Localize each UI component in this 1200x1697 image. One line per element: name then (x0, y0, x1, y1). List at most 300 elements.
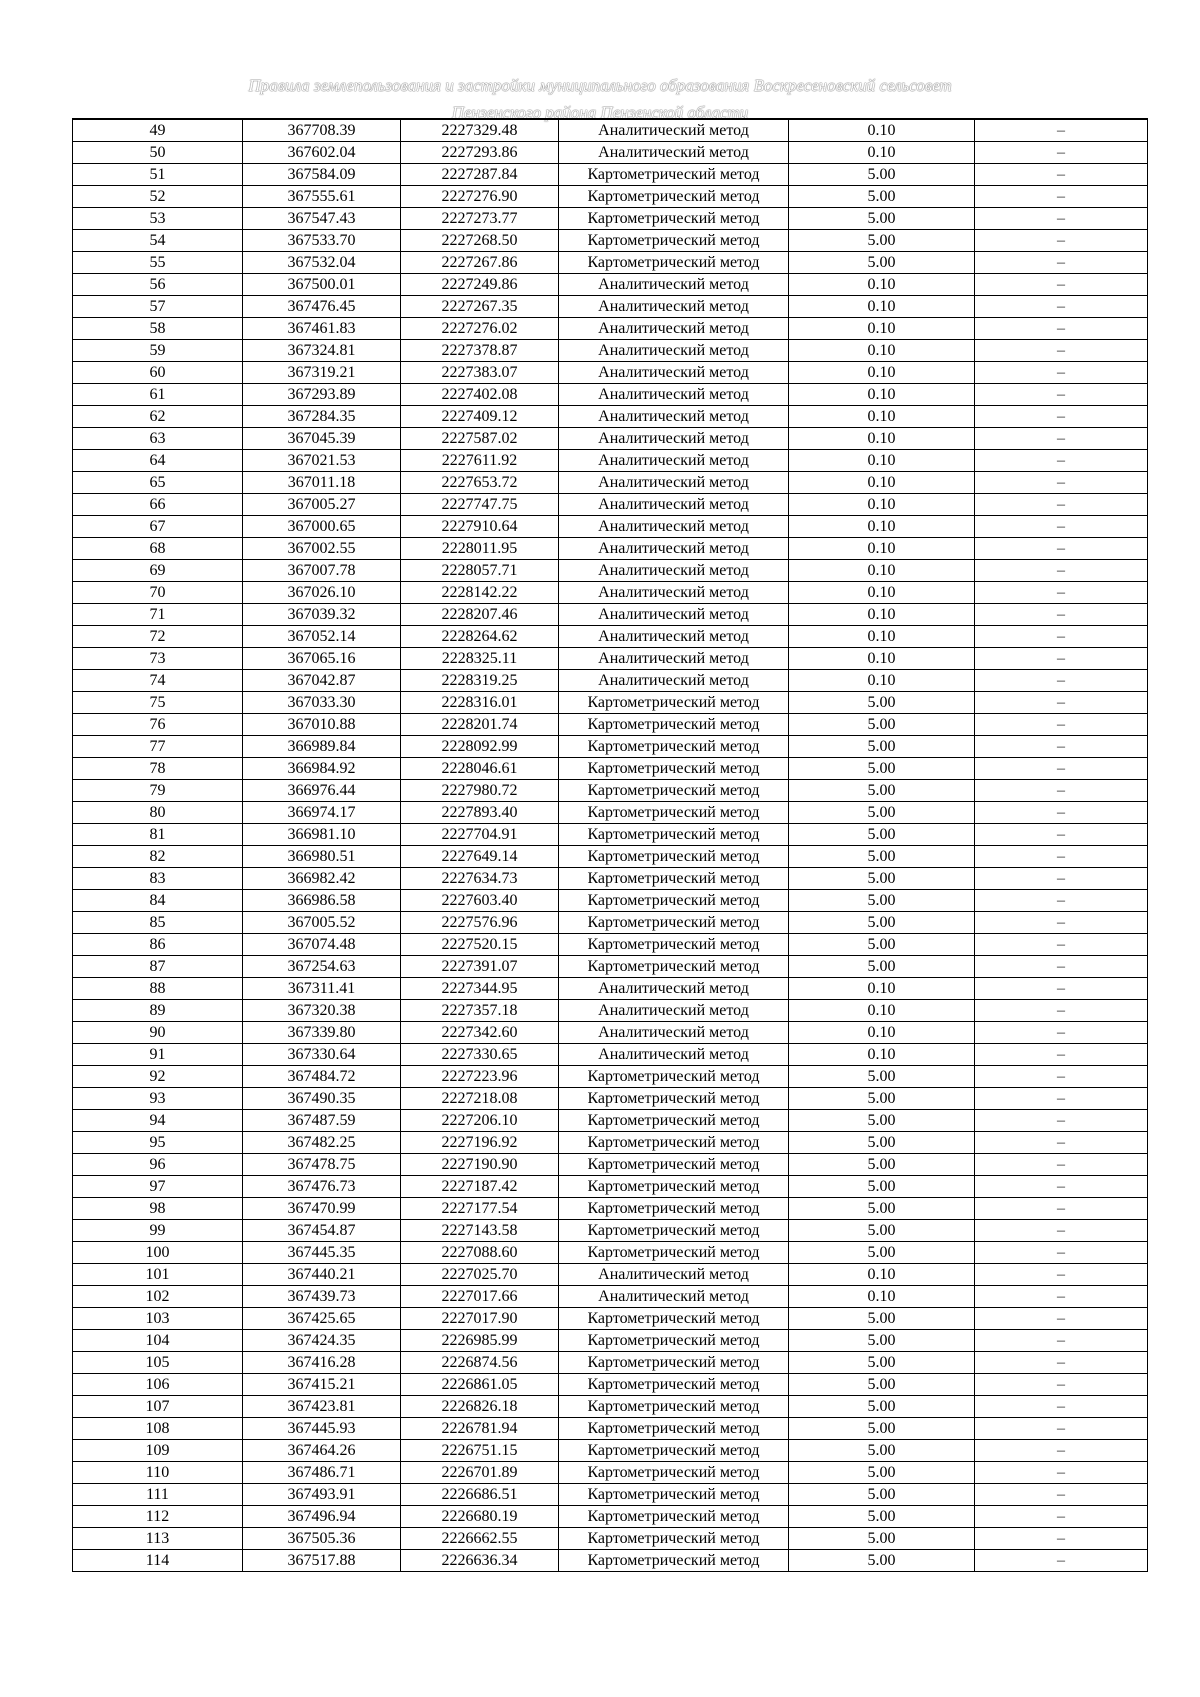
accuracy-cell: 0.10 (789, 362, 975, 384)
point-number-cell: 64 (73, 450, 243, 472)
accuracy-cell: 0.10 (789, 428, 975, 450)
accuracy-cell: 0.10 (789, 648, 975, 670)
note-cell: – (975, 274, 1148, 296)
point-number-cell: 71 (73, 604, 243, 626)
table-row (73, 296, 1148, 318)
table-row (73, 142, 1148, 164)
x-coordinate-cell: 367547.43 (243, 208, 401, 230)
x-coordinate-cell: 367000.65 (243, 516, 401, 538)
point-number-cell: 60 (73, 362, 243, 384)
accuracy-cell: 0.10 (789, 670, 975, 692)
table-row (73, 1528, 1148, 1550)
point-number-cell: 49 (73, 119, 243, 142)
point-number-cell: 78 (73, 758, 243, 780)
accuracy-cell: 0.10 (789, 1286, 975, 1308)
note-cell: – (975, 978, 1148, 1000)
y-coordinate-cell: 2227653.72 (401, 472, 559, 494)
note-cell: – (975, 868, 1148, 890)
table-row (73, 538, 1148, 560)
point-number-cell: 103 (73, 1308, 243, 1330)
accuracy-cell: 5.00 (789, 934, 975, 956)
table-row (73, 1242, 1148, 1264)
method-cell: Картометрический метод (559, 824, 789, 846)
x-coordinate-cell: 367461.83 (243, 318, 401, 340)
method-cell: Картометрический метод (559, 1176, 789, 1198)
x-coordinate-cell: 367330.64 (243, 1044, 401, 1066)
accuracy-cell: 5.00 (789, 1396, 975, 1418)
accuracy-cell: 5.00 (789, 1176, 975, 1198)
x-coordinate-cell: 367007.78 (243, 560, 401, 582)
note-cell: – (975, 846, 1148, 868)
table-row (73, 714, 1148, 736)
y-coordinate-cell: 2226826.18 (401, 1396, 559, 1418)
x-coordinate-cell: 367065.16 (243, 648, 401, 670)
point-number-cell: 84 (73, 890, 243, 912)
table-row (73, 1154, 1148, 1176)
point-number-cell: 65 (73, 472, 243, 494)
accuracy-cell: 0.10 (789, 626, 975, 648)
note-cell: – (975, 406, 1148, 428)
method-cell: Аналитический метод (559, 142, 789, 164)
x-coordinate-cell: 367425.65 (243, 1308, 401, 1330)
method-cell: Картометрический метод (559, 1418, 789, 1440)
table-row (73, 362, 1148, 384)
method-cell: Аналитический метод (559, 472, 789, 494)
accuracy-cell: 5.00 (789, 1308, 975, 1330)
y-coordinate-cell: 2227206.10 (401, 1110, 559, 1132)
accuracy-cell: 0.10 (789, 1000, 975, 1022)
y-coordinate-cell: 2227177.54 (401, 1198, 559, 1220)
method-cell: Аналитический метод (559, 1044, 789, 1066)
y-coordinate-cell: 2227611.92 (401, 450, 559, 472)
y-coordinate-cell: 2227329.48 (401, 119, 559, 142)
x-coordinate-cell: 367002.55 (243, 538, 401, 560)
note-cell: – (975, 340, 1148, 362)
point-number-cell: 53 (73, 208, 243, 230)
method-cell: Аналитический метод (559, 560, 789, 582)
accuracy-cell: 0.10 (789, 450, 975, 472)
table-row (73, 1176, 1148, 1198)
x-coordinate-cell: 367042.87 (243, 670, 401, 692)
accuracy-cell: 5.00 (789, 956, 975, 978)
method-cell: Картометрический метод (559, 780, 789, 802)
y-coordinate-cell: 2226751.15 (401, 1440, 559, 1462)
x-coordinate-cell: 367500.01 (243, 274, 401, 296)
table-row (73, 1044, 1148, 1066)
point-number-cell: 59 (73, 340, 243, 362)
x-coordinate-cell: 367445.35 (243, 1242, 401, 1264)
table-row (73, 1330, 1148, 1352)
y-coordinate-cell: 2228201.74 (401, 714, 559, 736)
method-cell: Аналитический метод (559, 516, 789, 538)
x-coordinate-cell: 367487.59 (243, 1110, 401, 1132)
accuracy-cell: 0.10 (789, 978, 975, 1000)
y-coordinate-cell: 2227402.08 (401, 384, 559, 406)
method-cell: Аналитический метод (559, 318, 789, 340)
note-cell: – (975, 780, 1148, 802)
accuracy-cell: 5.00 (789, 230, 975, 252)
accuracy-cell: 0.10 (789, 318, 975, 340)
note-cell: – (975, 1198, 1148, 1220)
point-number-cell: 113 (73, 1528, 243, 1550)
y-coordinate-cell: 2227268.50 (401, 230, 559, 252)
method-cell: Картометрический метод (559, 1088, 789, 1110)
method-cell: Картометрический метод (559, 1330, 789, 1352)
method-cell: Картометрический метод (559, 1242, 789, 1264)
note-cell: – (975, 1220, 1148, 1242)
accuracy-cell: 5.00 (789, 802, 975, 824)
note-cell: – (975, 1132, 1148, 1154)
table-row (73, 119, 1148, 142)
point-number-cell: 63 (73, 428, 243, 450)
x-coordinate-cell: 367584.09 (243, 164, 401, 186)
point-number-cell: 101 (73, 1264, 243, 1286)
table-row (73, 1220, 1148, 1242)
y-coordinate-cell: 2226636.34 (401, 1550, 559, 1572)
y-coordinate-cell: 2228264.62 (401, 626, 559, 648)
x-coordinate-cell: 367033.30 (243, 692, 401, 714)
table-row (73, 428, 1148, 450)
note-cell: – (975, 142, 1148, 164)
method-cell: Аналитический метод (559, 406, 789, 428)
x-coordinate-cell: 366980.51 (243, 846, 401, 868)
point-number-cell: 99 (73, 1220, 243, 1242)
note-cell: – (975, 692, 1148, 714)
x-coordinate-cell: 367010.88 (243, 714, 401, 736)
note-cell: – (975, 208, 1148, 230)
y-coordinate-cell: 2226686.51 (401, 1484, 559, 1506)
table-row (73, 1484, 1148, 1506)
accuracy-cell: 0.10 (789, 1264, 975, 1286)
accuracy-cell: 0.10 (789, 582, 975, 604)
header-line-1: Правила землепользования и застройки муниципального образования Воскресеновский сельсовет (248, 76, 952, 95)
y-coordinate-cell: 2228319.25 (401, 670, 559, 692)
point-number-cell: 107 (73, 1396, 243, 1418)
accuracy-cell: 5.00 (789, 1440, 975, 1462)
x-coordinate-cell: 367424.35 (243, 1330, 401, 1352)
accuracy-cell: 5.00 (789, 208, 975, 230)
y-coordinate-cell: 2226874.56 (401, 1352, 559, 1374)
note-cell: – (975, 890, 1148, 912)
note-cell: – (975, 1286, 1148, 1308)
point-number-cell: 111 (73, 1484, 243, 1506)
point-number-cell: 54 (73, 230, 243, 252)
point-number-cell: 68 (73, 538, 243, 560)
point-number-cell: 96 (73, 1154, 243, 1176)
note-cell: – (975, 252, 1148, 274)
note-cell: – (975, 362, 1148, 384)
note-cell: – (975, 1110, 1148, 1132)
y-coordinate-cell: 2227409.12 (401, 406, 559, 428)
point-number-cell: 62 (73, 406, 243, 428)
method-cell: Картометрический метод (559, 1308, 789, 1330)
y-coordinate-cell: 2227267.86 (401, 252, 559, 274)
accuracy-cell: 5.00 (789, 252, 975, 274)
x-coordinate-cell: 367415.21 (243, 1374, 401, 1396)
point-number-cell: 108 (73, 1418, 243, 1440)
table-row (73, 1506, 1148, 1528)
note-cell: – (975, 450, 1148, 472)
y-coordinate-cell: 2227893.40 (401, 802, 559, 824)
method-cell: Картометрический метод (559, 1550, 789, 1572)
x-coordinate-cell: 367517.88 (243, 1550, 401, 1572)
table-row (73, 1088, 1148, 1110)
table-row (73, 846, 1148, 868)
y-coordinate-cell: 2227980.72 (401, 780, 559, 802)
point-number-cell: 58 (73, 318, 243, 340)
table-row (73, 670, 1148, 692)
note-cell: – (975, 802, 1148, 824)
note-cell: – (975, 494, 1148, 516)
y-coordinate-cell: 2227747.75 (401, 494, 559, 516)
x-coordinate-cell: 367284.35 (243, 406, 401, 428)
y-coordinate-cell: 2227196.92 (401, 1132, 559, 1154)
method-cell: Картометрический метод (559, 1462, 789, 1484)
method-cell: Картометрический метод (559, 1198, 789, 1220)
y-coordinate-cell: 2227190.90 (401, 1154, 559, 1176)
x-coordinate-cell: 367476.45 (243, 296, 401, 318)
point-number-cell: 112 (73, 1506, 243, 1528)
table-row (73, 582, 1148, 604)
table-row (73, 736, 1148, 758)
x-coordinate-cell: 367005.52 (243, 912, 401, 934)
x-coordinate-cell: 367039.32 (243, 604, 401, 626)
y-coordinate-cell: 2227276.90 (401, 186, 559, 208)
table-row (73, 1374, 1148, 1396)
method-cell: Аналитический метод (559, 1022, 789, 1044)
y-coordinate-cell: 2227293.86 (401, 142, 559, 164)
method-cell: Аналитический метод (559, 384, 789, 406)
table-row (73, 1066, 1148, 1088)
point-number-cell: 106 (73, 1374, 243, 1396)
note-cell: – (975, 1044, 1148, 1066)
table-row (73, 1286, 1148, 1308)
note-cell: – (975, 119, 1148, 142)
table-row (73, 384, 1148, 406)
method-cell: Аналитический метод (559, 340, 789, 362)
note-cell: – (975, 1330, 1148, 1352)
x-coordinate-cell: 367478.75 (243, 1154, 401, 1176)
table-row (73, 186, 1148, 208)
accuracy-cell: 5.00 (789, 890, 975, 912)
x-coordinate-cell: 367026.10 (243, 582, 401, 604)
accuracy-cell: 0.10 (789, 296, 975, 318)
note-cell: – (975, 582, 1148, 604)
note-cell: – (975, 516, 1148, 538)
method-cell: Картометрический метод (559, 208, 789, 230)
note-cell: – (975, 186, 1148, 208)
y-coordinate-cell: 2227143.58 (401, 1220, 559, 1242)
accuracy-cell: 5.00 (789, 758, 975, 780)
x-coordinate-cell: 367464.26 (243, 1440, 401, 1462)
note-cell: – (975, 1506, 1148, 1528)
x-coordinate-cell: 367476.73 (243, 1176, 401, 1198)
table-row (73, 692, 1148, 714)
point-number-cell: 56 (73, 274, 243, 296)
table-row (73, 1462, 1148, 1484)
point-number-cell: 102 (73, 1286, 243, 1308)
method-cell: Аналитический метод (559, 648, 789, 670)
method-cell: Аналитический метод (559, 450, 789, 472)
point-number-cell: 93 (73, 1088, 243, 1110)
accuracy-cell: 5.00 (789, 846, 975, 868)
accuracy-cell: 5.00 (789, 736, 975, 758)
y-coordinate-cell: 2227378.87 (401, 340, 559, 362)
table-row (73, 604, 1148, 626)
accuracy-cell: 0.10 (789, 604, 975, 626)
y-coordinate-cell: 2227273.77 (401, 208, 559, 230)
note-cell: – (975, 1396, 1148, 1418)
note-cell: – (975, 626, 1148, 648)
method-cell: Картометрический метод (559, 1374, 789, 1396)
x-coordinate-cell: 367416.28 (243, 1352, 401, 1374)
method-cell: Картометрический метод (559, 1220, 789, 1242)
point-number-cell: 67 (73, 516, 243, 538)
y-coordinate-cell: 2226985.99 (401, 1330, 559, 1352)
method-cell: Картометрический метод (559, 186, 789, 208)
x-coordinate-cell: 367454.87 (243, 1220, 401, 1242)
note-cell: – (975, 604, 1148, 626)
note-cell: – (975, 1462, 1148, 1484)
x-coordinate-cell: 367493.91 (243, 1484, 401, 1506)
note-cell: – (975, 1308, 1148, 1330)
method-cell: Картометрический метод (559, 1440, 789, 1462)
point-number-cell: 75 (73, 692, 243, 714)
table-row (73, 648, 1148, 670)
method-cell: Картометрический метод (559, 846, 789, 868)
note-cell: – (975, 1088, 1148, 1110)
table-row (73, 1550, 1148, 1572)
table-row (73, 252, 1148, 274)
method-cell: Аналитический метод (559, 362, 789, 384)
x-coordinate-cell: 367423.81 (243, 1396, 401, 1418)
method-cell: Аналитический метод (559, 604, 789, 626)
y-coordinate-cell: 2228011.95 (401, 538, 559, 560)
accuracy-cell: 5.00 (789, 714, 975, 736)
method-cell: Картометрический метод (559, 1484, 789, 1506)
method-cell: Картометрический метод (559, 934, 789, 956)
point-number-cell: 109 (73, 1440, 243, 1462)
y-coordinate-cell: 2227287.84 (401, 164, 559, 186)
point-number-cell: 105 (73, 1352, 243, 1374)
x-coordinate-cell: 367052.14 (243, 626, 401, 648)
table-row (73, 758, 1148, 780)
table-row (73, 956, 1148, 978)
y-coordinate-cell: 2227017.90 (401, 1308, 559, 1330)
accuracy-cell: 5.00 (789, 1528, 975, 1550)
note-cell: – (975, 164, 1148, 186)
accuracy-cell: 5.00 (789, 1088, 975, 1110)
x-coordinate-cell: 366974.17 (243, 802, 401, 824)
method-cell: Аналитический метод (559, 274, 789, 296)
method-cell: Аналитический метод (559, 1000, 789, 1022)
accuracy-cell: 0.10 (789, 538, 975, 560)
point-number-cell: 95 (73, 1132, 243, 1154)
x-coordinate-cell: 366976.44 (243, 780, 401, 802)
y-coordinate-cell: 2227391.07 (401, 956, 559, 978)
accuracy-cell: 0.10 (789, 472, 975, 494)
table-row (73, 274, 1148, 296)
accuracy-cell: 5.00 (789, 912, 975, 934)
x-coordinate-cell: 367339.80 (243, 1022, 401, 1044)
method-cell: Аналитический метод (559, 538, 789, 560)
x-coordinate-cell: 367439.73 (243, 1286, 401, 1308)
note-cell: – (975, 1176, 1148, 1198)
point-number-cell: 114 (73, 1550, 243, 1572)
y-coordinate-cell: 2227603.40 (401, 890, 559, 912)
method-cell: Картометрический метод (559, 252, 789, 274)
point-number-cell: 110 (73, 1462, 243, 1484)
method-cell: Картометрический метод (559, 1528, 789, 1550)
table-row (73, 1198, 1148, 1220)
y-coordinate-cell: 2228316.01 (401, 692, 559, 714)
y-coordinate-cell: 2228092.99 (401, 736, 559, 758)
x-coordinate-cell: 367440.21 (243, 1264, 401, 1286)
point-number-cell: 85 (73, 912, 243, 934)
note-cell: – (975, 648, 1148, 670)
x-coordinate-cell: 366986.58 (243, 890, 401, 912)
point-number-cell: 74 (73, 670, 243, 692)
y-coordinate-cell: 2226781.94 (401, 1418, 559, 1440)
table-row (73, 230, 1148, 252)
y-coordinate-cell: 2227223.96 (401, 1066, 559, 1088)
point-number-cell: 79 (73, 780, 243, 802)
method-cell: Аналитический метод (559, 1264, 789, 1286)
x-coordinate-cell: 367011.18 (243, 472, 401, 494)
x-coordinate-cell: 367532.04 (243, 252, 401, 274)
table-row (73, 1264, 1148, 1286)
x-coordinate-cell: 367324.81 (243, 340, 401, 362)
method-cell: Картометрический метод (559, 890, 789, 912)
y-coordinate-cell: 2227330.65 (401, 1044, 559, 1066)
table-row (73, 802, 1148, 824)
point-number-cell: 50 (73, 142, 243, 164)
y-coordinate-cell: 2226861.05 (401, 1374, 559, 1396)
y-coordinate-cell: 2226662.55 (401, 1528, 559, 1550)
method-cell: Картометрический метод (559, 1352, 789, 1374)
accuracy-cell: 5.00 (789, 1110, 975, 1132)
note-cell: – (975, 538, 1148, 560)
point-number-cell: 81 (73, 824, 243, 846)
x-coordinate-cell: 366981.10 (243, 824, 401, 846)
table-row (73, 1352, 1148, 1374)
point-number-cell: 90 (73, 1022, 243, 1044)
x-coordinate-cell: 367470.99 (243, 1198, 401, 1220)
accuracy-cell: 5.00 (789, 868, 975, 890)
method-cell: Аналитический метод (559, 119, 789, 142)
x-coordinate-cell: 367490.35 (243, 1088, 401, 1110)
note-cell: – (975, 318, 1148, 340)
coordinates-table-body (73, 119, 1148, 1572)
method-cell: Картометрический метод (559, 1132, 789, 1154)
note-cell: – (975, 934, 1148, 956)
note-cell: – (975, 1352, 1148, 1374)
table-row (73, 780, 1148, 802)
y-coordinate-cell: 2228142.22 (401, 582, 559, 604)
y-coordinate-cell: 2227187.42 (401, 1176, 559, 1198)
table-row (73, 626, 1148, 648)
y-coordinate-cell: 2228057.71 (401, 560, 559, 582)
table-row (73, 164, 1148, 186)
x-coordinate-cell: 367320.38 (243, 1000, 401, 1022)
x-coordinate-cell: 366984.92 (243, 758, 401, 780)
x-coordinate-cell: 366982.42 (243, 868, 401, 890)
accuracy-cell: 0.10 (789, 384, 975, 406)
accuracy-cell: 5.00 (789, 1506, 975, 1528)
method-cell: Аналитический метод (559, 1286, 789, 1308)
accuracy-cell: 5.00 (789, 1418, 975, 1440)
point-number-cell: 76 (73, 714, 243, 736)
